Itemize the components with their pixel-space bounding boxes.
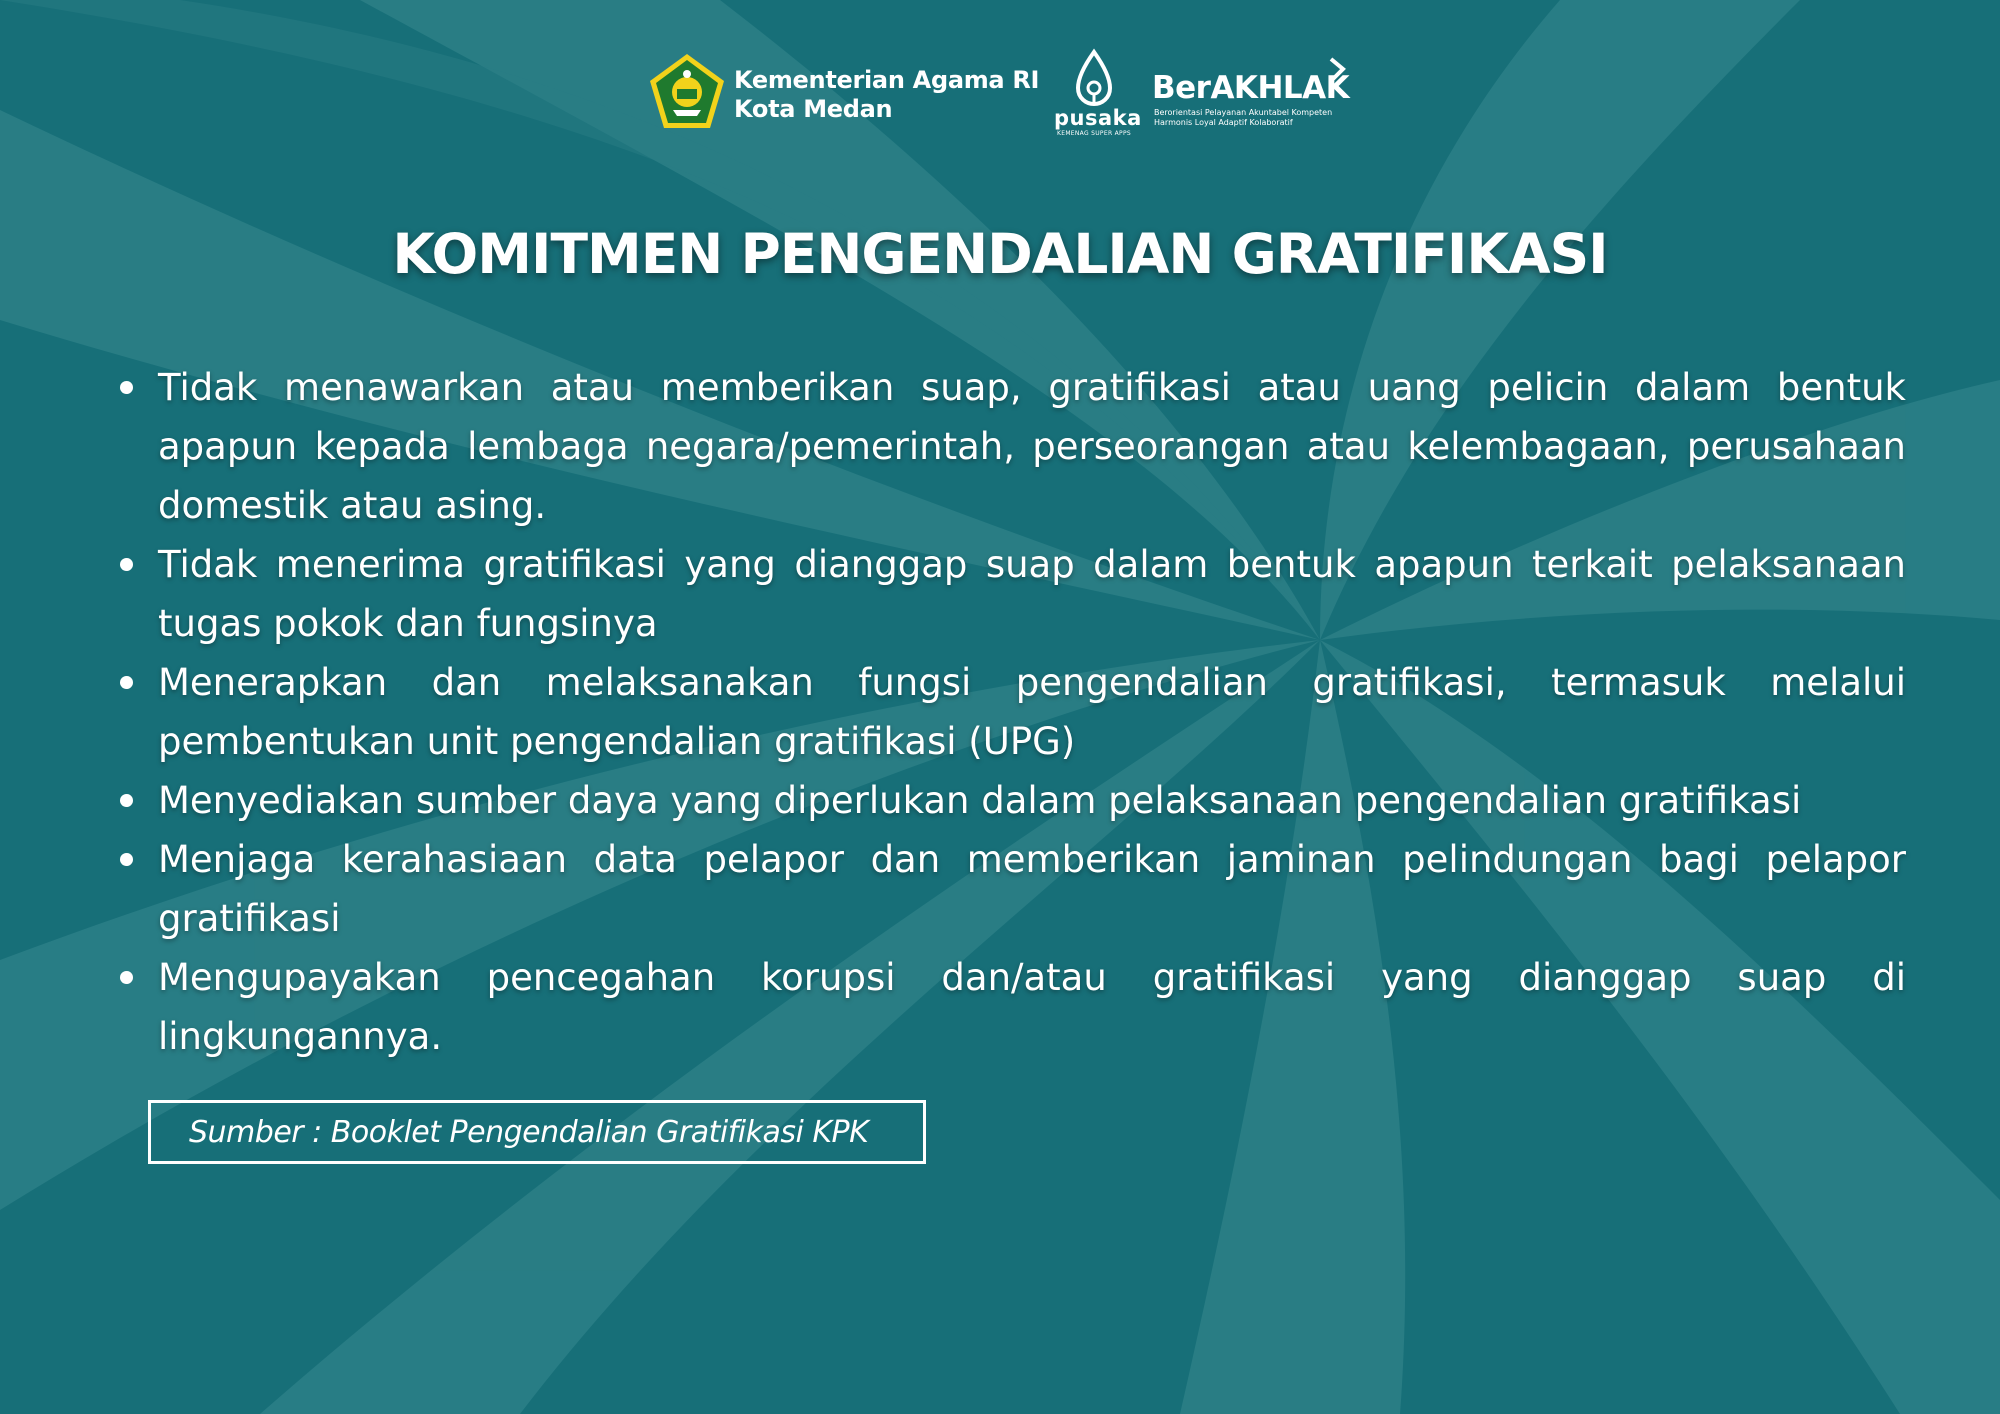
list-item <box>116 358 1906 535</box>
source-text: Sumber : Booklet Pengendalian Gratifikasi KPK <box>189 1114 869 1150</box>
header <box>0 52 2000 142</box>
list-item-text: Menjaga kerahasiaan data pelapor dan memberikan jaminan pelindungan bagi pelapor gratifikasi <box>158 838 1906 940</box>
bullet-icon <box>120 558 133 571</box>
bullet-icon <box>120 794 133 807</box>
list-item-text: Tidak menerima gratifikasi yang dianggap suap dalam bentuk apapun terkait pelaksanaan tugas pokok dan fungsinya <box>158 543 1906 645</box>
berakhlak-tagline-line1: Berorientasi Pelayanan Akuntabel Kompeten <box>1154 108 1333 117</box>
pusaka-wordmark: pusaka <box>1054 106 1142 130</box>
list-item-text: Tidak menawarkan atau memberikan suap, gratifikasi atau uang pelicin dalam bentuk apapun kepada lembaga negara/pemerintah, perseorangan atau kelembagaan, perusahaan domestik atau asing. <box>158 366 1906 527</box>
list-item <box>116 771 1906 830</box>
list-item <box>116 535 1906 653</box>
chevron-right-icon <box>1325 56 1351 82</box>
bullet-icon <box>120 381 133 394</box>
page-title: KOMITMEN PENGENDALIAN GRATIFIKASI <box>392 222 1608 286</box>
berakhlak-tagline-line2: Harmonis Loyal Adaptif Kolaboratif <box>1154 118 1293 127</box>
list-item <box>116 948 1906 1066</box>
source-box <box>148 1100 926 1164</box>
organization-name <box>734 66 1039 124</box>
kemenag-logo-icon <box>648 52 726 132</box>
bullet-icon <box>120 853 133 866</box>
commitment-list <box>116 358 1906 1066</box>
list-item-text: Menerapkan dan melaksanakan fungsi pengendalian gratifikasi, termasuk melalui pembentukan unit pengendalian gratifikasi (UPG) <box>158 661 1906 763</box>
list-item <box>116 653 1906 771</box>
bullet-icon <box>120 971 133 984</box>
list-item-text: Menyediakan sumber daya yang diperlukan dalam pelaksanaan pengendalian gratifikasi <box>158 779 1802 822</box>
list-item-text: Mengupayakan pencegahan korupsi dan/atau gratifikasi yang dianggap suap di lingkungannya. <box>158 956 1906 1058</box>
pusaka-subtitle: KEMENAG SUPER APPS <box>1057 130 1131 137</box>
berakhlak-wordmark: BerAKHLAK <box>1152 70 1350 106</box>
list-item <box>116 830 1906 948</box>
organization-name-line1: Kementerian Agama RI <box>734 66 1040 94</box>
organization-name-line2: Kota Medan <box>734 95 893 123</box>
berakhlak-tagline <box>1154 108 1332 128</box>
bullet-icon <box>120 676 133 689</box>
